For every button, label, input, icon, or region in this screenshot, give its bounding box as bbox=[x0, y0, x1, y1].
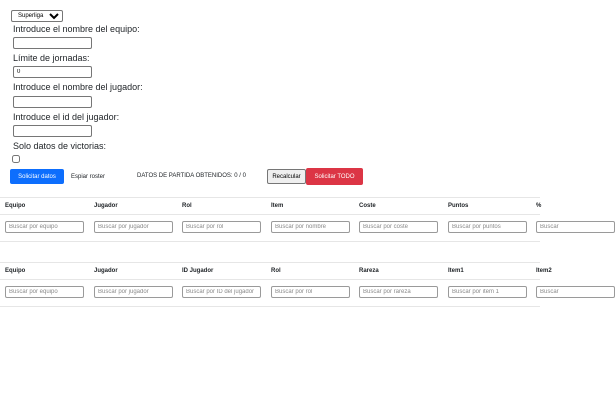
items-table bbox=[0, 197, 540, 243]
request-data-button[interactable]: Solicitar datos bbox=[10, 169, 64, 184]
table-border bbox=[0, 306, 540, 307]
spy-roster-button[interactable]: Espiar roster bbox=[64, 169, 112, 184]
table-divider bbox=[0, 214, 540, 215]
team-name-input[interactable] bbox=[13, 37, 92, 49]
table-border bbox=[0, 197, 540, 198]
filter-item-name-input[interactable] bbox=[271, 221, 350, 233]
player-id-input[interactable] bbox=[13, 125, 92, 137]
column-header-role[interactable]: Rol bbox=[182, 203, 192, 209]
column-header-role[interactable]: Rol bbox=[271, 268, 281, 274]
column-header-item1[interactable]: Item1 bbox=[448, 268, 464, 274]
column-header-cost[interactable]: Coste bbox=[359, 203, 376, 209]
column-header-item[interactable]: Item bbox=[271, 203, 284, 209]
column-header-player-id[interactable]: ID Jugador bbox=[182, 268, 214, 274]
column-header-player[interactable]: Jugador bbox=[94, 268, 118, 274]
table-border bbox=[0, 262, 540, 263]
filter-player-id-input[interactable] bbox=[182, 286, 261, 298]
league-select[interactable] bbox=[11, 10, 63, 22]
table-border bbox=[0, 241, 540, 242]
victories-only-checkbox[interactable] bbox=[12, 155, 20, 163]
filter-item2-input[interactable] bbox=[536, 286, 615, 298]
column-header-team[interactable]: Equipo bbox=[5, 268, 26, 274]
column-header-item2[interactable]: Item2 bbox=[536, 268, 552, 274]
player-id-label: Introduce el id del jugador: bbox=[13, 112, 120, 122]
filter-role-input[interactable] bbox=[182, 221, 261, 233]
filter-points-input[interactable] bbox=[448, 221, 527, 233]
column-header-percent[interactable]: % bbox=[536, 203, 542, 209]
filter-percent-input[interactable] bbox=[536, 221, 615, 233]
filter-team-input[interactable] bbox=[5, 286, 84, 298]
column-header-team[interactable]: Equipo bbox=[5, 203, 26, 209]
rounds-limit-label: Límite de jornadas: bbox=[13, 53, 90, 63]
filter-player-input[interactable] bbox=[94, 286, 173, 298]
table-divider bbox=[0, 279, 540, 280]
roster-table bbox=[0, 262, 552, 308]
filter-team-input[interactable] bbox=[5, 221, 84, 233]
filter-player-input[interactable] bbox=[94, 221, 173, 233]
filter-item1-input[interactable] bbox=[448, 286, 527, 298]
victories-only-label: Solo datos de victorias: bbox=[13, 141, 107, 151]
filter-rarity-input[interactable] bbox=[359, 286, 438, 298]
rounds-limit-input[interactable] bbox=[13, 66, 92, 78]
filter-cost-input[interactable] bbox=[359, 221, 438, 233]
filter-role-input[interactable] bbox=[271, 286, 350, 298]
column-header-player[interactable]: Jugador bbox=[94, 203, 118, 209]
column-header-rarity[interactable]: Rareza bbox=[359, 268, 379, 274]
match-data-status: DATOS DE PARTIDA OBTENIDOS: 0 / 0 bbox=[137, 173, 246, 179]
player-name-input[interactable] bbox=[13, 96, 92, 108]
player-name-label: Introduce el nombre del jugador: bbox=[13, 82, 143, 92]
column-header-points[interactable]: Puntos bbox=[448, 203, 469, 209]
request-all-button[interactable]: Solicitar TODO bbox=[306, 168, 363, 185]
team-name-label: Introduce el nombre del equipo: bbox=[13, 24, 140, 34]
recalculate-button[interactable]: Recalcular bbox=[267, 169, 306, 184]
